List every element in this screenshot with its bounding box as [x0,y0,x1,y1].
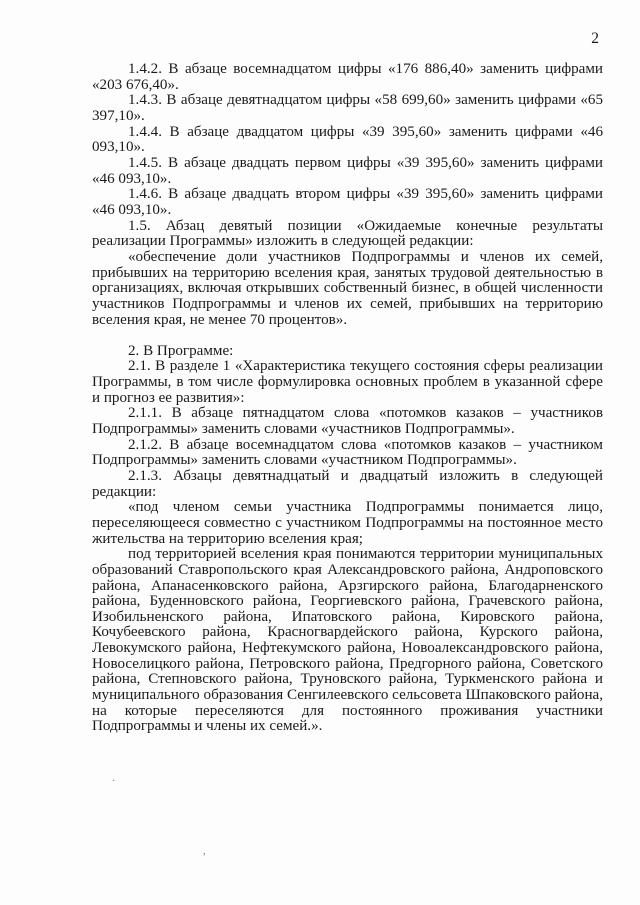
paragraph-territory-list: под территорией вселения края понимаются территории муниципальных образований Ставропольского края Александровского района, Андроповского района, Апанасенковского района, Арзгирского района, Благодарненского района, Буденновского района, Георгиевского района, Грачевского района, Изобильненского района, Ипатовского района, Кировского района, Кочубеевского района, Красногвардейского района, Курского района, Левокумского района, Нефтекумского района, Новоалександровского района, Новоселицкого района, Петровского района, Предгорного района, Советского района, Степновского района, Труновского района, Туркменского района и муниципального образования Сенгилеевского сельсовета Шпаковского района, на которые переселяются для постоянного проживания участники Подпрограммы и члены их семей.». [92,546,603,735]
paragraph-gap [92,328,603,344]
paragraph-2-1-2: 2.1.2. В абзаце восемнадцатом слова «потомков казаков – участником Подпрограммы» заменить словами «участником Подпрограммы». [92,436,603,469]
paragraph-2-1: 2.1. В разделе 1 «Характеристика текущего состояния сферы реализации Программы, в том числе формулировка основных проблем в указанной сфере и прогноз ее развития»: [92,358,603,406]
paragraph-1-4-2: 1.4.2. В абзаце восемнадцатом цифры «176 886,40» заменить цифрами «203 676,40». [92,61,603,93]
paragraph-2: 2. В Программе: [128,342,234,359]
document-body [92,62,603,735]
paragraph-2-1-3: 2.1.3. Абзацы девятнадцатый и двадцатый изложить в следующей редакции: [92,467,603,500]
paragraph-2-1-1: 2.1.1. В абзаце пятнадцатом слова «потомков казаков – участников Подпрограммы» заменить словами «участников Подпрограммы». [92,405,603,437]
paragraph-1-5: 1.5. Абзац девятый позиции «Ожидаемые конечные результаты реализации Программы» изложить в следующей редакции: [92,217,603,250]
scan-mark: , [203,846,206,857]
paragraph-1-4-6: 1.4.6. В абзаце двадцать втором цифры «39 395,60» заменить цифрами «46 093,10». [92,186,603,218]
paragraph-quote-results: «обеспечение доли участников Подпрограммы и членов их семей, прибывших на территорию вселения края, занятых трудовой деятельностью в организациях, включая открывших собственный бизнес, в общей численности участников Подпрограммы и членов их семей, прибывших на территорию вселения края, не менее 70 процентов». [92,248,603,328]
paragraph-1-4-4: 1.4.4. В абзаце двадцатом цифры «39 395,60» заменить цифрами «46 093,10». [92,123,603,156]
scan-mark: · [112,776,116,787]
paragraph-1-4-3: 1.4.3. В абзаце девятнадцатом цифры «58 699,60» заменить цифрами «65 397,10». [92,92,603,124]
paragraph-quote-family-member: «под членом семьи участника Подпрограммы понимается лицо, переселяющееся совместно с участником Подпрограммы на постоянное место жительства на территорию вселения края; [92,499,603,547]
page-number: 2 [591,30,599,47]
paragraph-1-4-5: 1.4.5. В абзаце двадцать первом цифры «39 395,60» заменить цифрами «46 093,10». [92,154,603,187]
